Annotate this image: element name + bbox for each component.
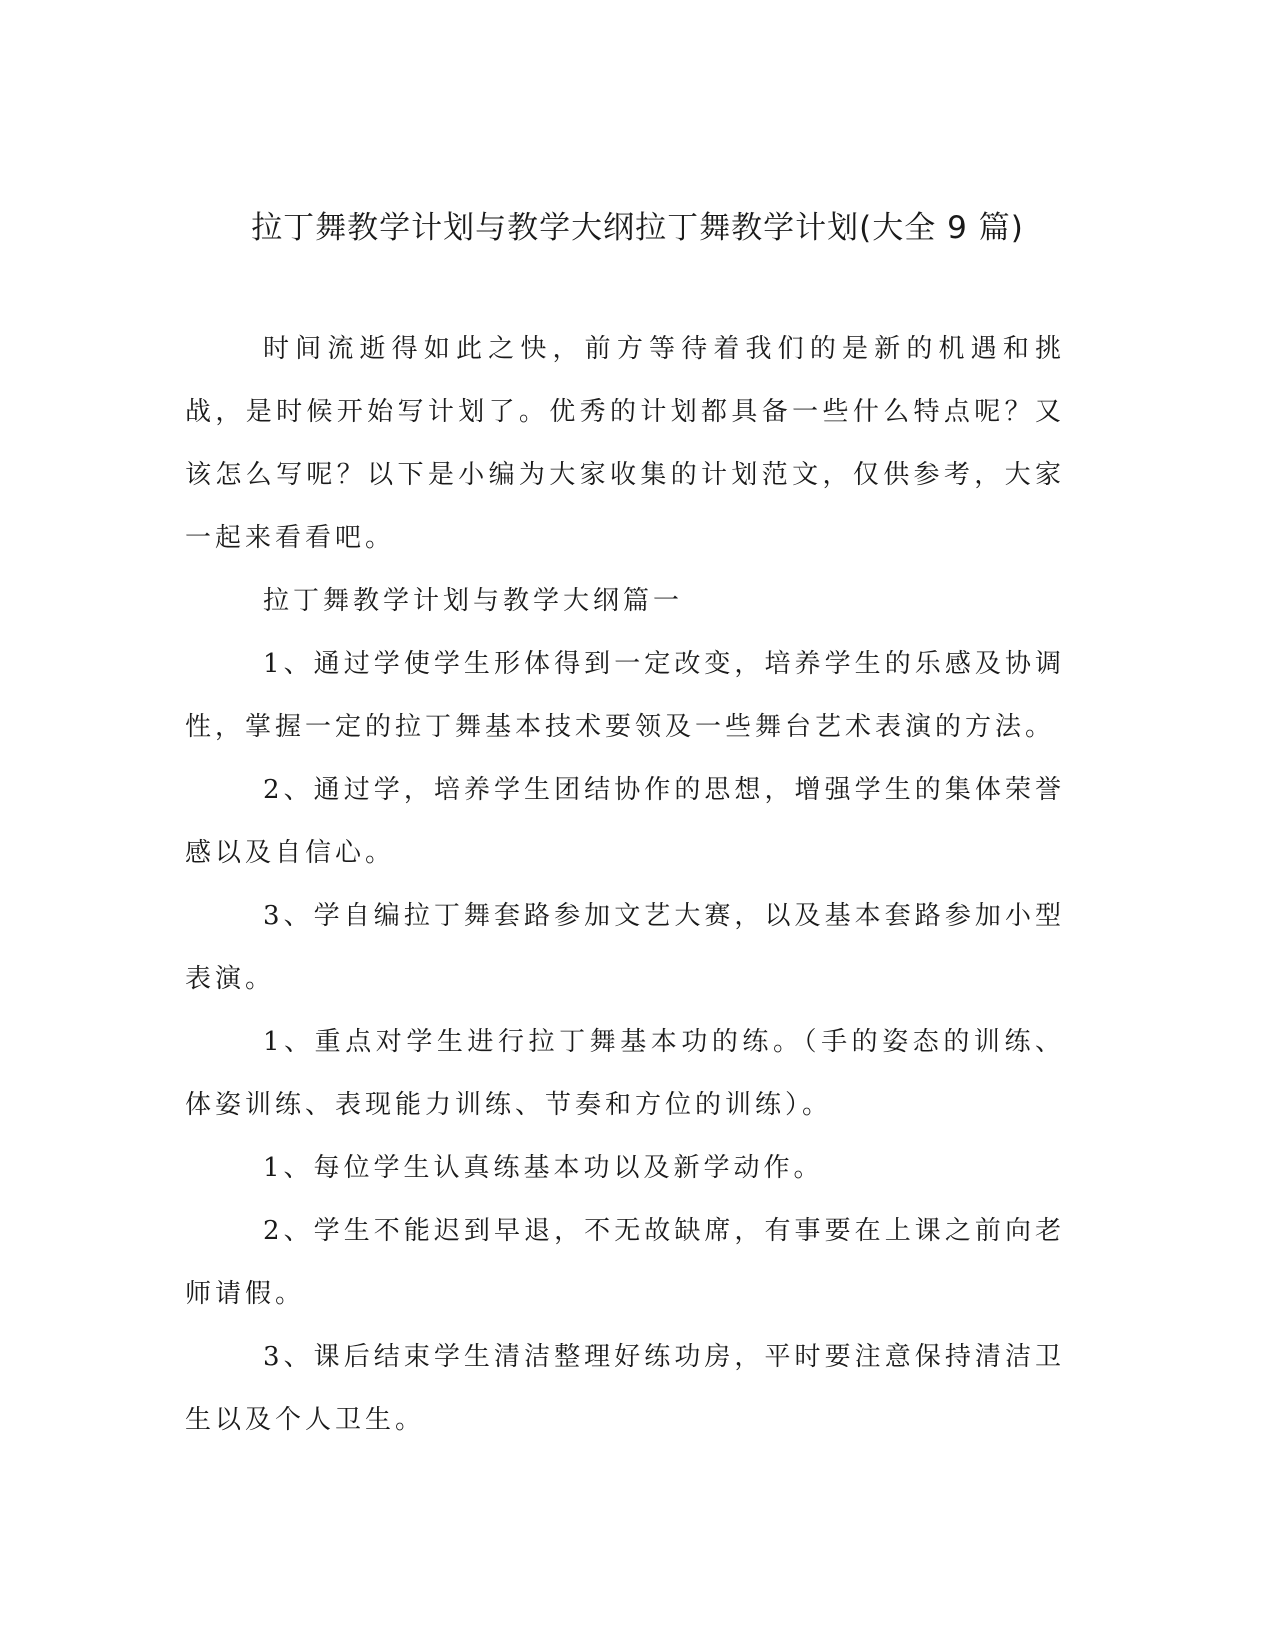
- intro-paragraph: 时间流逝得如此之快，前方等待着我们的是新的机遇和挑战，是时候开始写计划了。优秀的计划都具备一些什么特点呢？又该怎么写呢？以下是小编为大家收集的计划范文，仅供参考，大家一起来看看吧。: [185, 334, 1065, 553]
- document-title: 拉丁舞教学计划与教学大纲拉丁舞教学计划(大全 9 篇): [251, 210, 1024, 246]
- goal-item-1: 1、通过学使学生形体得到一定改变，培养学生的乐感及协调性，掌握一定的拉丁舞基本技术要领及一些舞台艺术表演的方法。: [185, 649, 1065, 742]
- requirement-item-1: 1、每位学生认真练基本功以及新学动作。: [263, 1153, 824, 1183]
- goal-item-2: 2、通过学，培养学生团结协作的思想，增强学生的集体荣誉感以及自信心。: [185, 775, 1065, 868]
- goal-item-3: 3、学自编拉丁舞套路参加文艺大赛，以及基本套路参加小型表演。: [185, 901, 1065, 994]
- requirement-item-3: 3、课后结束学生清洁整理好练功房，平时要注意保持清洁卫生以及个人卫生。: [185, 1342, 1065, 1435]
- document-body: [185, 318, 1065, 1452]
- requirement-item-2: 2、学生不能迟到早退，不无故缺席，有事要在上课之前向老师请假。: [185, 1216, 1065, 1309]
- section-heading: 拉丁舞教学计划与教学大纲篇一: [263, 586, 684, 616]
- content-item-1: 1、重点对学生进行拉丁舞基本功的练。（手的姿态的训练、体姿训练、表现能力训练、节奏和方位的训练）。: [185, 1027, 1065, 1120]
